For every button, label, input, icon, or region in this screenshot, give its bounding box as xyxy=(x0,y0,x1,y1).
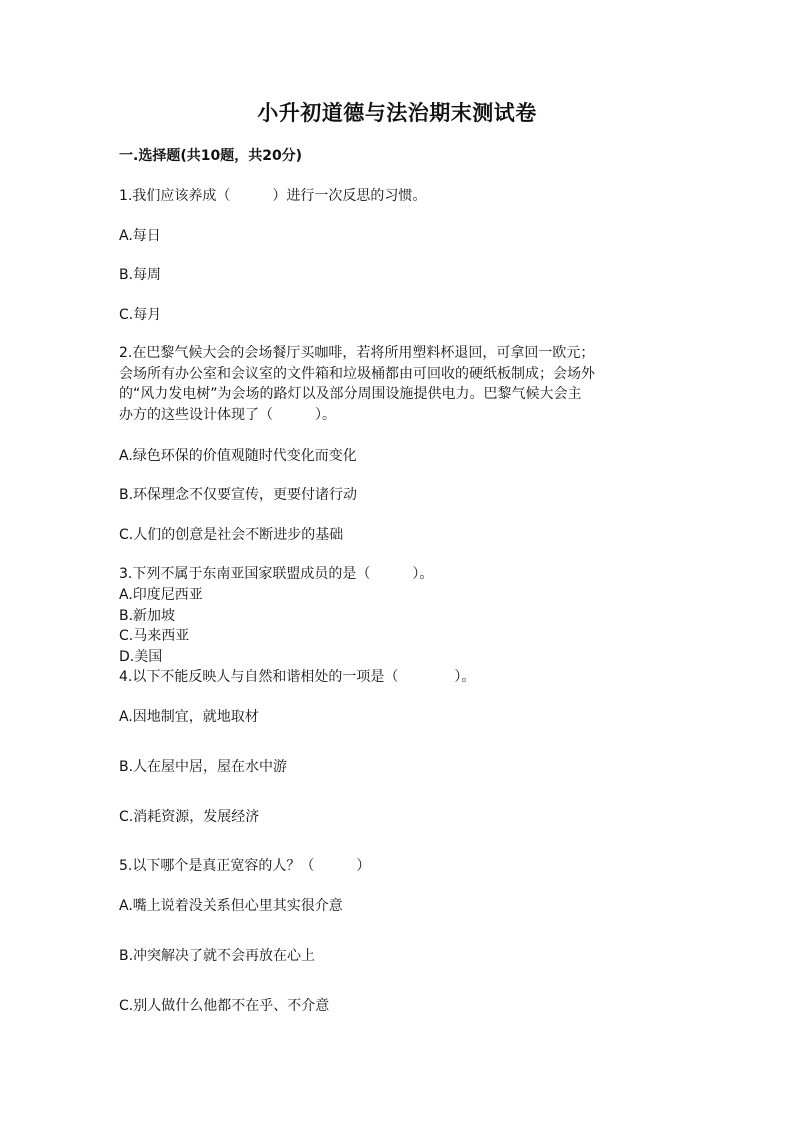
question-3-option-c: C.马来西亚 xyxy=(119,628,190,644)
question-3-option-a: A.印度尼西亚 xyxy=(119,587,203,603)
question-2-stem-line-3: 的“风力发电树”为会场的路灯以及部分周围设施提供电力。巴黎气候大会主 xyxy=(119,386,582,402)
question-2-stem-line-1: 2.在巴黎气候大会的会场餐厅买咖啡，若将所用塑料杯退回，可拿回一欧元； xyxy=(119,345,595,361)
question-5-option-a: A.嘴上说着没关系但心里其实很介意 xyxy=(119,898,343,914)
question-2-stem xyxy=(119,343,675,425)
question-1-stem: 1.我们应该养成（ ）进行一次反思的习惯。 xyxy=(119,188,427,204)
exam-title: 小升初道德与法治期末测试卷 xyxy=(257,100,537,125)
question-3-stem: 3.下列不属于东南亚国家联盟成员的是（ ）。 xyxy=(119,566,434,582)
question-1-option-c: C.每月 xyxy=(119,307,162,323)
question-2-option-a: A.绿色环保的价值观随时代变化而变化 xyxy=(119,448,357,464)
question-1-option-a: A.每日 xyxy=(119,228,161,244)
question-4-option-a: A.因地制宜，就地取材 xyxy=(119,709,259,725)
question-4-stem: 4.以下不能反映人与自然和谐相处的一项是（ ）。 xyxy=(119,669,476,685)
question-2-stem-line-4: 办方的这些设计体现了（ ）。 xyxy=(119,406,336,423)
question-2-option-b: B.环保理念不仅要宣传，更要付诸行动 xyxy=(119,487,358,503)
question-3-option-d: D.美国 xyxy=(119,649,163,665)
question-5-option-b: B.冲突解决了就不会再放在心上 xyxy=(119,948,316,964)
question-2-stem-line-2: 会场所有办公室和会议室的文件箱和垃圾桶都由可回收的硬纸板制成；会场外 xyxy=(119,365,595,382)
question-3-option-b: B.新加坡 xyxy=(119,608,176,624)
question-4-option-c: C.消耗资源，发展经济 xyxy=(119,809,260,825)
question-4-option-b: B.人在屋中居，屋在水中游 xyxy=(119,759,288,775)
question-5-option-c: C.别人做什么他都不在乎、不介意 xyxy=(119,998,330,1014)
question-5-stem: 5.以下哪个是真正宽容的人？（ ） xyxy=(119,858,371,874)
question-1-option-b: B.每周 xyxy=(119,267,162,283)
section-heading: 一.选择题(共10题，共20分) xyxy=(119,148,303,164)
question-2-option-c: C.人们的创意是社会不断进步的基础 xyxy=(119,527,344,543)
